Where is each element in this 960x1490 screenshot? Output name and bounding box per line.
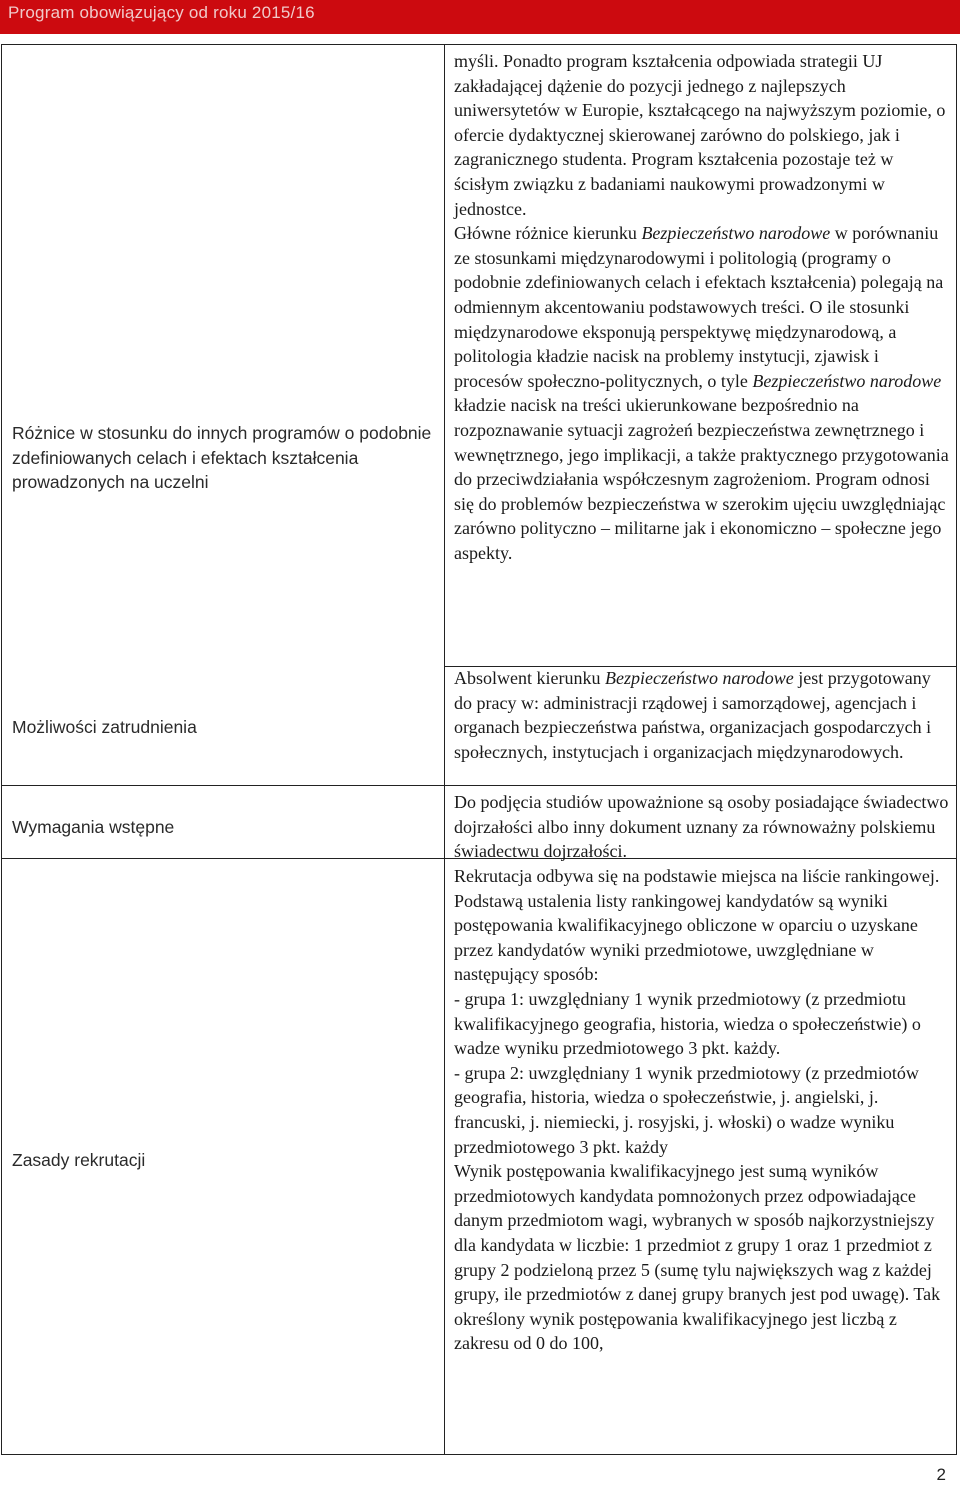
cell-differences	[454, 49, 952, 565]
cell-recruitment	[454, 864, 952, 1356]
recruitment-group-1: - grupa 1: uwzględniany 1 wynik przedmiotowy (z przedmiotu kwalifikacyjnego geografia, historia, wiedza o społeczeństwie) o wadze wyniku przedmiotowego 3 pkt. każdy.	[454, 988, 921, 1059]
differences-paragraph-1: myśli. Ponadto program kształcenia odpowiada strategii UJ zakładającej dążenie do pozycji jednego z najlepszych uniwersytetów w Europie, kształcącego na najwyższym poziomie, o ofercie dydaktycznej skierowanej zarówno do polskiego, jak i zagranicznego studenta. Program kształcenia pozostaje też w ścisłym związku z badaniami naukowymi prowadzonymi w jednostce.	[454, 51, 946, 219]
page-header-bar	[0, 0, 960, 34]
cell-requirements	[454, 790, 952, 864]
label-differences: Różnice w stosunku do innych programów o podobnie zdefiniowanych celach i efektach kształcenia prowadzonych na uczelni	[12, 423, 432, 492]
recruitment-group-2: - grupa 2: uwzględniany 1 wynik przedmiotowy (z przedmiotów geografia, historia, wiedza o społeczeństwie, j. angielski, j. francuski, j. niemiecki, j. rosyjski, j. włoski) o wadze wyniku przedmiotowego 3 pkt. każdy	[454, 1062, 919, 1157]
recruitment-paragraph-1: Rekrutacja odbywa się na podstawie miejsca na liście rankingowej. Podstawą ustalenia listy rankingowej kandydatów są wyniki postępowania kwalifikacyjnego obliczone w oparciu o uzyskane przez kandydatów wyniki przedmiotowe, uwzględniane w następujący sposób:	[454, 866, 940, 985]
label-recruitment: Zasady rekrutacji	[12, 1150, 146, 1170]
column-divider	[444, 45, 445, 1454]
cell-employment	[454, 666, 952, 764]
program-name-emphasis: Bezpieczeństwo narodowe	[641, 223, 831, 244]
differences-paragraph-2: Główne różnice kierunku Bezpieczeństwo narodowe w porównaniu ze stosunkami międzynarodowymi i politologią (programy o podobnie zdefiniowanych celach i efektach kształcenia) polegają na odmiennym akcentowaniu podstawowych treści. O ile stosunki międzynarodowe eksponują perspektywę międzynarodową, a politologia kładzie nacisk na problemy instytucji, zjawisk i procesów społeczno-politycznych, o tyle Bezpieczeństwo narodowe kładzie nacisk na treści ukierunkowane bezpośrednio na rozpoznawanie sytuacji zagrożeń bezpieczeństwa zewnętrznego i wewnętrznego, jego implikacji, a także praktycznego przygotowania do przeciwdziałania współczesnym zagrożeniom. Program odnosi się do problemów bezpieczeństwa w szerokim ujęciu uwzględniając zarówno polityczno – militarne jak i ekonomiczno – społeczne jego aspekty.	[454, 223, 949, 563]
recruitment-paragraph-4: Wynik postępowania kwalifikacyjnego jest sumą wyników przedmiotowych kandydata pomnożonych przez odpowiadające danym przedmiotom wagi, wybranych w sposób najkorzystniejszy dla kandydata w liczbie: 1 przedmiot z grupy 1 oraz 1 przedmiot z grupy 2 podzieloną przez 5 (sumę tylu największych wag z każdej grupy, ile przedmiotów z danej grupy branych jest pod uwagę). Tak określony wynik postępowania kwalifikacyjnego jest liczbą z zakresu od 0 do 100,	[454, 1161, 941, 1354]
program-name-emphasis: Bezpieczeństwo narodowe	[752, 370, 942, 391]
label-requirements: Wymagania wstępne	[12, 817, 175, 837]
requirements-paragraph: Do podjęcia studiów upoważnione są osoby posiadające świadectwo dojrzałości albo inny dokument uznany za równoważny polskiemu świadectwu dojrzałości.	[454, 792, 949, 862]
page-number: 2	[936, 1465, 946, 1484]
row-divider-2	[2, 785, 956, 786]
program-name-emphasis: Bezpieczeństwo narodowe	[604, 668, 794, 688]
employment-paragraph: Absolwent kierunku Bezpieczeństwo narodowe jest przygotowany do pracy w: administracji rządowej i samorządowej, agencjach i organach bezpieczeństwa państwa, organizacjach gospodarczych i społecznych, instytucjach i organizacjach międzynarodowych.	[454, 668, 932, 762]
label-employment: Możliwości zatrudnienia	[12, 717, 197, 737]
header-title: Program obowiązujący od roku 2015/16	[8, 3, 315, 22]
